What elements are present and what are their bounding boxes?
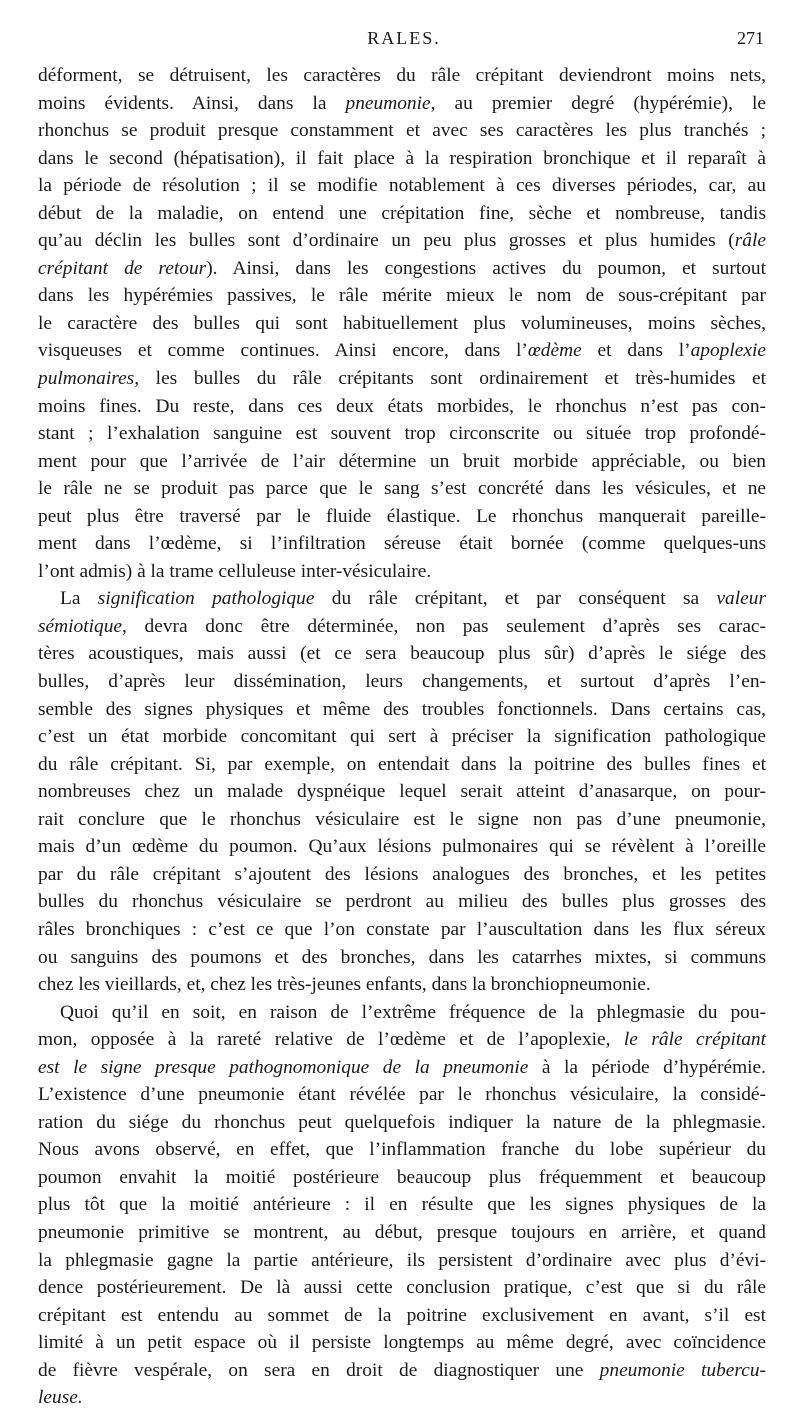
- text-line: [38, 530, 766, 558]
- text-segment: par du râle crépitant s’ajoutent des lésions analogues des bronches, et les petites: [38, 863, 766, 885]
- text-segment: moins fines. Du reste, dans ces deux états morbides, le rhonchus n’est pas con-: [38, 395, 766, 417]
- text-segment: du râle crépitant. Si, par exemple, on entendait dans la poitrine des bulles fines et: [38, 753, 766, 775]
- text-line: [38, 944, 766, 972]
- text-segment: ration du siége du rhonchus peut quelquefois indiquer la nature de la phlegmasie.: [38, 1111, 766, 1133]
- text-segment: bulles du rhonchus vésiculaire se perdront au milieu des bulles plus grosses des: [38, 891, 766, 913]
- text-line: [38, 448, 766, 476]
- text-line: [38, 723, 766, 751]
- text-segment: mais d’un œdème du poumon. Qu’aux lésions pulmonaires qui se révèlent à l’oreille: [38, 836, 766, 858]
- text-line: [38, 1357, 766, 1385]
- text-line: [38, 90, 766, 118]
- text-line: [38, 1302, 766, 1330]
- text-segment: la phlegmasie gagne la partie antérieure, ils persistent d’ordinaire avec plus d’évi-: [38, 1249, 766, 1271]
- italic-text: apoplexie: [690, 340, 766, 362]
- text-segment: , devra donc être déterminée, non pas seulement d’après ses carac-: [122, 615, 766, 637]
- text-segment: rait conclure que le rhonchus vésiculaire est le signe non pas d’une pneumonie,: [38, 808, 766, 830]
- text-segment: ment pour que l’arrivée de l’air détermine un bruit morbide appréciable, ou bien: [38, 450, 766, 472]
- text-segment: la période de résolution ; il se modifie notablement à ces diverses périodes, car, au: [38, 175, 766, 197]
- text-segment: peut plus être traversé par le fluide élastique. Le rhonchus manquerait pareille-: [38, 505, 766, 527]
- text-segment: crépitant est entendu au sommet de la poitrine exclusivement en avant, s’il est: [38, 1304, 766, 1326]
- text-segment: Nous avons observé, en effet, que l’inflammation franche du lobe supérieur du: [38, 1139, 766, 1161]
- text-segment: bulles, d’après leur dissémination, leurs changements, et surtout d’après l’en-: [38, 671, 766, 693]
- text-line: [38, 971, 766, 999]
- text-segment: le caractère des bulles qui sont habituellement plus volumineuses, moins sèches,: [38, 312, 766, 334]
- text-line: [38, 751, 766, 779]
- italic-text: le râle crépitant: [623, 1029, 766, 1051]
- text-line: [38, 613, 766, 641]
- text-segment: La: [60, 588, 98, 610]
- text-segment: semble des signes physiques et même des troubles fonctionnels. Dans certains cas,: [38, 698, 766, 720]
- text-segment: de fièvre vespérale, on sera en droit de diagnostiquer une: [38, 1359, 600, 1381]
- text-line: [38, 806, 766, 834]
- italic-text: leuse.: [38, 1387, 83, 1409]
- text-line: [38, 337, 766, 365]
- text-segment: visqueuses et comme continues. Ainsi encore, dans l’: [38, 340, 528, 362]
- text-segment: c’est un état morbide concomitant qui sert à préciser la signification pathologique: [38, 726, 766, 748]
- text-segment: chez les vieillards, et, chez les très-jeunes enfants, dans la bronchiopneumonie.: [38, 974, 651, 996]
- paragraph: [38, 62, 766, 585]
- text-segment: Quoi qu’il en soit, en raison de l’extrême fréquence de la phlegmasie du pou-: [60, 1001, 766, 1023]
- italic-text: œdème: [527, 340, 582, 362]
- text-segment: et dans l’: [581, 340, 691, 362]
- text-line: [38, 503, 766, 531]
- italic-text: pneumonie tubercu-: [599, 1359, 766, 1381]
- italic-text: signification pathologique: [97, 588, 315, 610]
- text-segment: pneumonie primitive se montrent, au début, presque toujours en arrière, et quand: [38, 1221, 766, 1243]
- text-segment: L’existence d’une pneumonie étant révélée par le rhonchus vésiculaire, la considé-: [38, 1084, 766, 1106]
- text-line: [38, 365, 766, 393]
- text-segment: ou sanguins des poumons et des bronches, dans les catarrhes mixtes, si communs: [38, 946, 766, 968]
- text-segment: dans les hypérémies passives, le râle mérite mieux le nom de sous-crépitant par: [38, 285, 766, 307]
- text-line: [38, 393, 766, 421]
- text-segment: dans le second (hépatisation), il fait place à la respiration bronchique et il reparaît à: [38, 147, 766, 169]
- text-line: [38, 916, 766, 944]
- text-line: [38, 200, 766, 228]
- text-segment: le râle ne se produit pas parce que le sang s’est concrété dans les vésicules, et ne: [38, 478, 766, 500]
- text-line: [38, 585, 766, 613]
- text-segment: ment dans l’œdème, si l’infiltration séreuse était bornée (comme quelques-uns: [38, 533, 766, 555]
- text-segment: début de la maladie, on entend une crépitation fine, sèche et nombreuse, tandis: [38, 202, 766, 224]
- text-line: [38, 778, 766, 806]
- text-segment: tères acoustiques, mais aussi (et ce sera beaucoup plus sûr) d’après le siége des: [38, 643, 766, 665]
- text-segment: poumon envahit la moitié postérieure beaucoup plus fréquemment et beaucoup: [38, 1166, 766, 1188]
- italic-text: est le signe presque pathognomonique de la pneumonie: [38, 1056, 529, 1078]
- text-line: [38, 310, 766, 338]
- italic-text: pulmonaires: [38, 368, 135, 390]
- text-line: [38, 145, 766, 173]
- italic-text: râle: [734, 230, 766, 252]
- running-title: RALES.: [367, 28, 441, 48]
- text-segment: , au premier degré (hypérémie), le: [430, 92, 766, 114]
- text-line: [38, 1164, 766, 1192]
- running-head: [38, 28, 770, 54]
- text-line: [38, 888, 766, 916]
- text-segment: limité à un petit espace où il persiste longtemps au même degré, avec coïncidence: [38, 1332, 766, 1354]
- text-line: [38, 1219, 766, 1247]
- text-segment: , les bulles du râle crépitants sont ordinairement et très-humides et: [134, 368, 766, 390]
- text-line: [38, 1109, 766, 1137]
- text-segment: stant ; l’exhalation sanguine est souvent trop circonscrite ou située trop profondé-: [38, 423, 766, 445]
- text-segment: râles bronchiques : c’est ce que l’on constate par l’auscultation dans les flux séreux: [38, 918, 766, 940]
- text-segment: ). Ainsi, dans les congestions actives du poumon, et surtout: [206, 257, 766, 279]
- paragraph: [38, 999, 766, 1412]
- text-line: [38, 227, 766, 255]
- italic-text: pneumonie: [345, 92, 431, 114]
- page-number: 271: [737, 28, 764, 48]
- text-line: [38, 1081, 766, 1109]
- text-line: [38, 1054, 766, 1082]
- text-line: [38, 640, 766, 668]
- text-line: [38, 861, 766, 889]
- italic-text: sémiotique: [38, 615, 123, 637]
- text-line: [38, 1274, 766, 1302]
- text-line: [38, 172, 766, 200]
- text-line: [38, 282, 766, 310]
- text-segment: à la période d’hypérémie.: [528, 1056, 766, 1078]
- text-line: [38, 255, 766, 283]
- text-segment: nombreuses chez un malade dyspnéique lequel serait atteint d’anasarque, on pour-: [38, 781, 766, 803]
- text-line: [38, 558, 766, 586]
- text-segment: du râle crépitant, et par conséquent sa: [314, 588, 717, 610]
- italic-text: crépitant de retour: [38, 257, 207, 279]
- text-line: [38, 1329, 766, 1357]
- body-text: [38, 62, 766, 1412]
- text-segment: rhonchus se produit presque constamment et avec ses caractères les plus tranchés ;: [38, 120, 766, 142]
- text-line: [38, 1026, 766, 1054]
- text-line: [38, 696, 766, 724]
- italic-text: valeur: [716, 588, 766, 610]
- text-line: [38, 1384, 766, 1412]
- text-line: [38, 668, 766, 696]
- text-line: [38, 62, 766, 90]
- text-line: [38, 833, 766, 861]
- text-line: [38, 1191, 766, 1219]
- text-line: [38, 999, 766, 1027]
- text-segment: déforment, se détruisent, les caractères du râle crépitant deviendront moins nets,: [38, 65, 766, 86]
- text-segment: dence postérieurement. De là aussi cette conclusion pratique, c’est que si du râle: [38, 1277, 766, 1299]
- text-segment: mon, opposée à la rareté relative de l’œdème et de l’apoplexie,: [38, 1029, 624, 1051]
- text-segment: moins évidents. Ainsi, dans la: [38, 92, 346, 114]
- text-segment: l’ont admis) à la trame celluleuse inter-vésiculaire.: [38, 560, 432, 582]
- paragraph: [38, 585, 766, 998]
- text-line: [38, 1136, 766, 1164]
- text-line: [38, 1247, 766, 1275]
- text-line: [38, 117, 766, 145]
- text-segment: plus tôt que la moitié antérieure : il en résulte que les signes physiques de la: [38, 1194, 766, 1216]
- text-line: [38, 420, 766, 448]
- text-segment: qu’au déclin les bulles sont d’ordinaire un peu plus grosses et plus humides (: [38, 230, 735, 252]
- text-line: [38, 475, 766, 503]
